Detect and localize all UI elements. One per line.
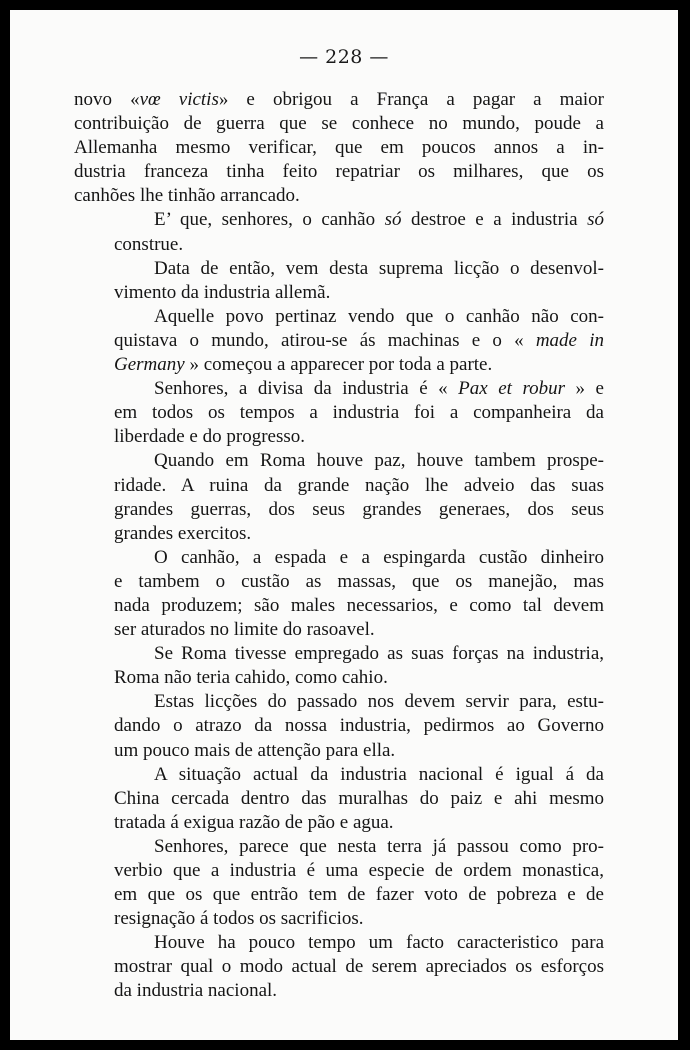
text-line: Germany » começou a apparecer por toda a parte.	[114, 354, 493, 376]
paragraph	[74, 377, 604, 449]
text-line: um pouco mais de attenção para ella.	[114, 739, 396, 761]
text-line: Senhores, a divisa da industria é « Pax et robur » e	[154, 378, 604, 400]
text-line: resignação á todos os sacrificios.	[114, 908, 364, 930]
text-line: grandes guerras, dos seus grandes generaes, dos seus	[114, 498, 604, 520]
text-line: verbio que a industria é uma especie de ordem monastica,	[114, 860, 604, 881]
paragraph	[74, 257, 604, 305]
text-line: Quando em Roma houve paz, houve tambem prospe-	[154, 450, 604, 472]
italic-text: Germany	[114, 354, 185, 376]
text-line: Roma não teria cahido, como cahio.	[114, 667, 388, 689]
text-line: dustria franceza tinha feito repatriar os milhares, que os	[74, 161, 604, 183]
text-line: ridade. A ruina da grande nação lhe adveio das suas	[114, 474, 604, 496]
page-number: — 228 —	[299, 46, 389, 68]
paragraph	[74, 931, 604, 1003]
text-line: E’ que, senhores, o canhão só destroe e a industria só	[154, 209, 604, 231]
text-line: nada produzem; são males necessarios, e como tal devem	[114, 594, 604, 616]
text-line: em todos os tempos a industria foi a companheira da	[114, 402, 604, 424]
paragraph	[74, 690, 604, 762]
paragraph	[74, 763, 604, 835]
text-line: da industria nacional.	[114, 980, 278, 1002]
paragraph	[74, 546, 604, 642]
text-line: A situação actual da industria nacional é igual á da	[154, 763, 604, 785]
text-line: Aquelle povo pertinaz vendo que o canhão não con-	[154, 305, 604, 327]
text-line: Senhores, parece que nesta terra já passou como pro-	[154, 835, 604, 857]
paragraph	[74, 88, 604, 208]
text-line: novo «vœ victis» e obrigou a França a pagar a maior	[74, 89, 605, 110]
italic-text: made in	[523, 329, 604, 351]
text-line: canhões lhe tinhão arrancado.	[74, 185, 300, 207]
paragraph	[74, 208, 604, 256]
paragraph	[74, 305, 604, 377]
text-line: vimento da industria allemã.	[114, 281, 331, 303]
italic-text: só	[587, 209, 604, 231]
paragraph	[74, 835, 604, 931]
text-line: em que os que entrão tem de fazer voto de pobreza e de	[114, 884, 604, 906]
italic-text: só	[384, 209, 402, 231]
text-line: mostrar qual o modo actual de serem apreciados os esforços	[114, 956, 604, 978]
italic-text: Pax et robur	[447, 378, 566, 400]
book-page	[10, 10, 678, 1040]
text-line: Se Roma tivesse empregado as suas forças na industria,	[154, 643, 604, 665]
text-line: e tambem o custão as massas, que os manejão, mas	[114, 570, 604, 592]
text-line: dando o atrazo da nossa industria, pedirmos ao Governo	[114, 715, 604, 737]
text-line: Allemanha mesmo verificar, que em poucos annos a in-	[74, 137, 604, 159]
text-line: construe.	[114, 233, 184, 255]
text-line: quistava o mundo, atirou-se ás machinas e o « made in	[114, 329, 604, 351]
text-line: liberdade e do progresso.	[114, 426, 305, 448]
paragraph	[74, 642, 604, 690]
text-line: Data de então, vem desta suprema licção o desenvol-	[154, 257, 604, 279]
text-line: Estas licções do passado nos devem servir para, estu-	[154, 691, 604, 713]
text-line: tratada á exigua razão de pão e agua.	[114, 811, 394, 833]
paragraph	[74, 449, 604, 545]
text-line: Houve ha pouco tempo um facto caracteristico para	[154, 932, 604, 954]
text-line: O canhão, a espada e a espingarda custão dinheiro	[154, 546, 604, 568]
text-line: grandes exercitos.	[114, 522, 252, 544]
italic-text: vœ victis	[139, 89, 219, 110]
text-line: ser aturados no limite do rasoavel.	[114, 619, 375, 641]
text-line: China cercada dentro das muralhas do paiz e ahi mesmo	[114, 787, 604, 809]
text-line: contribuição de guerra que se conhece no mundo, poude a	[74, 113, 604, 135]
body-text	[74, 88, 604, 1004]
